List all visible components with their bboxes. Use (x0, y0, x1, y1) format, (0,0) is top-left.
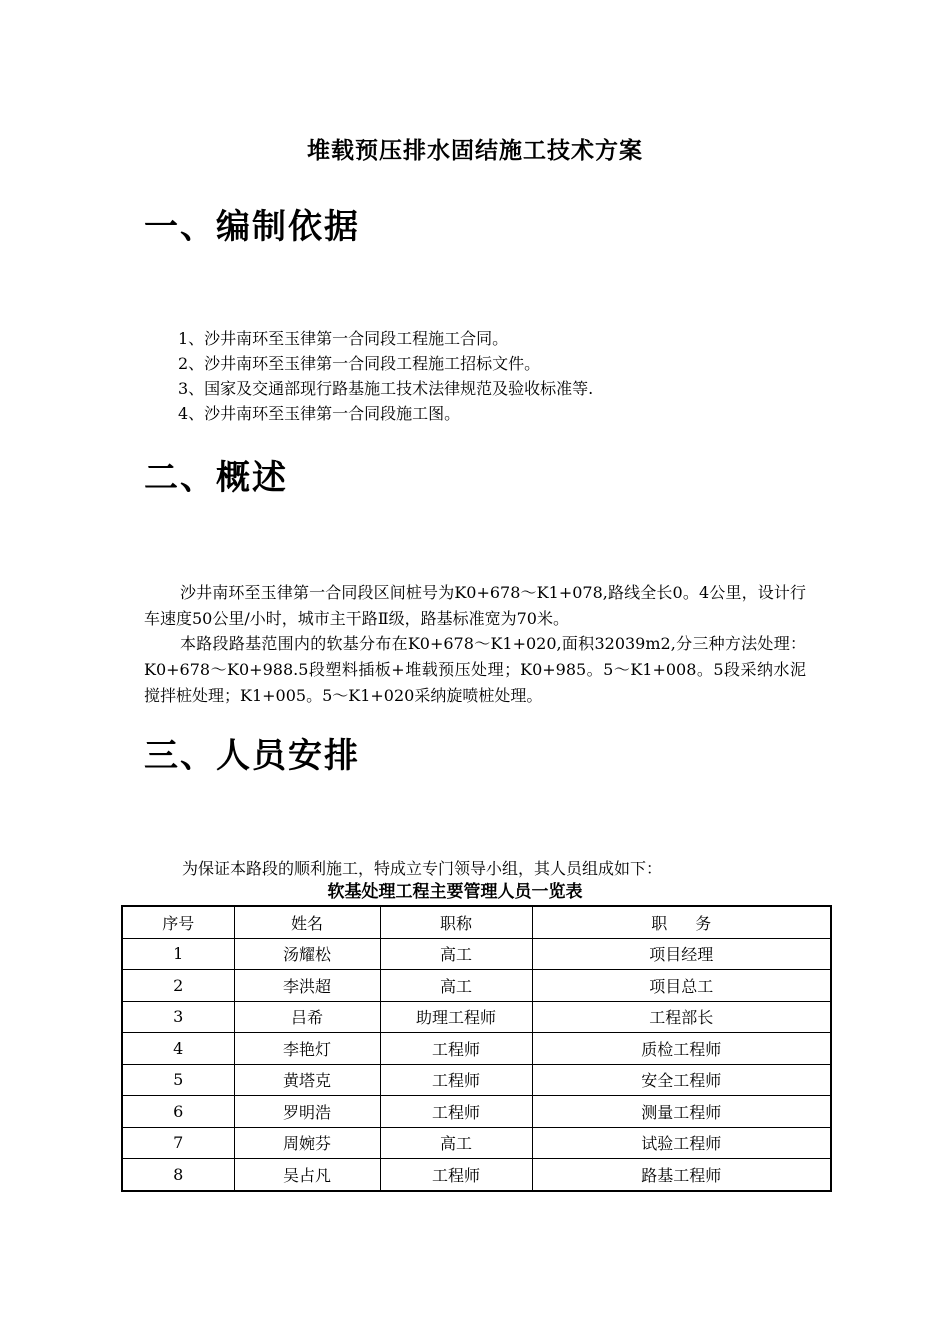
table-cell: 工程师 (380, 1096, 532, 1128)
table-row (122, 1159, 831, 1191)
list-item: 4、沙井南环至玉律第一合同段施工图。 (178, 404, 461, 423)
table-cell: 罗明浩 (234, 1096, 380, 1128)
staff-table (121, 905, 832, 1192)
table-cell: 李艳灯 (234, 1033, 380, 1065)
table-cell: 汤耀松 (234, 938, 380, 970)
table-cell: 1 (122, 938, 234, 970)
page-title: 堆载预压排水固结施工技术方案 (307, 137, 643, 164)
list-item: 2、沙井南环至玉律第一合同段工程施工招标文件。 (178, 354, 541, 373)
table-cell: 助理工程师 (380, 1001, 532, 1033)
table-cell: 项目总工 (532, 970, 831, 1002)
table-cell: 测量工程师 (532, 1096, 831, 1128)
table-cell: 高工 (380, 1127, 532, 1159)
table-cell: 吴占凡 (234, 1159, 380, 1191)
column-header: 职称 (380, 906, 532, 938)
table-cell: 6 (122, 1096, 234, 1128)
table-cell: 安全工程师 (532, 1064, 831, 1096)
table-cell: 李洪超 (234, 970, 380, 1002)
section-heading-basis: 一、编制依据 (144, 207, 360, 247)
table-row (122, 1064, 831, 1096)
table-cell: 工程部长 (532, 1001, 831, 1033)
table-cell: 路基工程师 (532, 1159, 831, 1191)
section-heading-staff: 三、人员安排 (144, 736, 360, 776)
list-item: 1、沙井南环至玉律第一合同段工程施工合同。 (178, 329, 509, 348)
basis-list (178, 326, 593, 426)
table-cell: 吕希 (234, 1001, 380, 1033)
section-heading-overview: 二、概述 (144, 458, 288, 498)
list-item: 3、国家及交通部现行路基施工技术法律规范及验收标准等. (178, 379, 594, 398)
table-cell: 3 (122, 1001, 234, 1033)
table-cell: 2 (122, 970, 234, 1002)
table-row (122, 1127, 831, 1159)
table-cell: 周婉芬 (234, 1127, 380, 1159)
table-row (122, 1096, 831, 1128)
table-row (122, 970, 831, 1002)
column-header: 序号 (122, 906, 234, 938)
table-cell: 高工 (380, 970, 532, 1002)
table-row (122, 1033, 831, 1065)
column-header: 姓名 (234, 906, 380, 938)
table-cell: 工程师 (380, 1159, 532, 1191)
table-cell: 4 (122, 1033, 234, 1065)
table-cell: 5 (122, 1064, 234, 1096)
table-header-row (122, 906, 831, 938)
table-row (122, 1001, 831, 1033)
table-cell: 试验工程师 (532, 1127, 831, 1159)
table-cell: 项目经理 (532, 938, 831, 970)
table-row (122, 938, 831, 970)
overview-paragraph: 沙井南环至玉律第一合同段区间桩号为K0+678～K1+078,路线全长0。4公里，设计行车速度50公里/小时，城市主干路Ⅱ级，路基标准宽为70米。 (144, 583, 806, 628)
table-cell: 8 (122, 1159, 234, 1191)
table-cell: 工程师 (380, 1064, 532, 1096)
column-header: 职务 (532, 906, 831, 938)
table-cell: 高工 (380, 938, 532, 970)
table-cell: 质检工程师 (532, 1033, 831, 1065)
table-caption: 软基处理工程主要管理人员一览表 (327, 882, 583, 902)
table-cell: 工程师 (380, 1033, 532, 1065)
overview-paragraph: 本路段路基范围内的软基分布在K0+678～K1+020,面积32039m2,分三种方法处理：K0+678～K0+988.5段塑料插板+堆载预压处理；K0+985。5～K1+008。5段采纳水泥搅拌桩处理；K1+005。5～K1+020采纳旋喷桩处理。 (144, 634, 806, 705)
table-cell: 7 (122, 1127, 234, 1159)
table-cell: 黄塔克 (234, 1064, 380, 1096)
staff-intro: 为保证本路段的顺利施工，特成立专门领导小组，其人员组成如下： (182, 859, 663, 878)
